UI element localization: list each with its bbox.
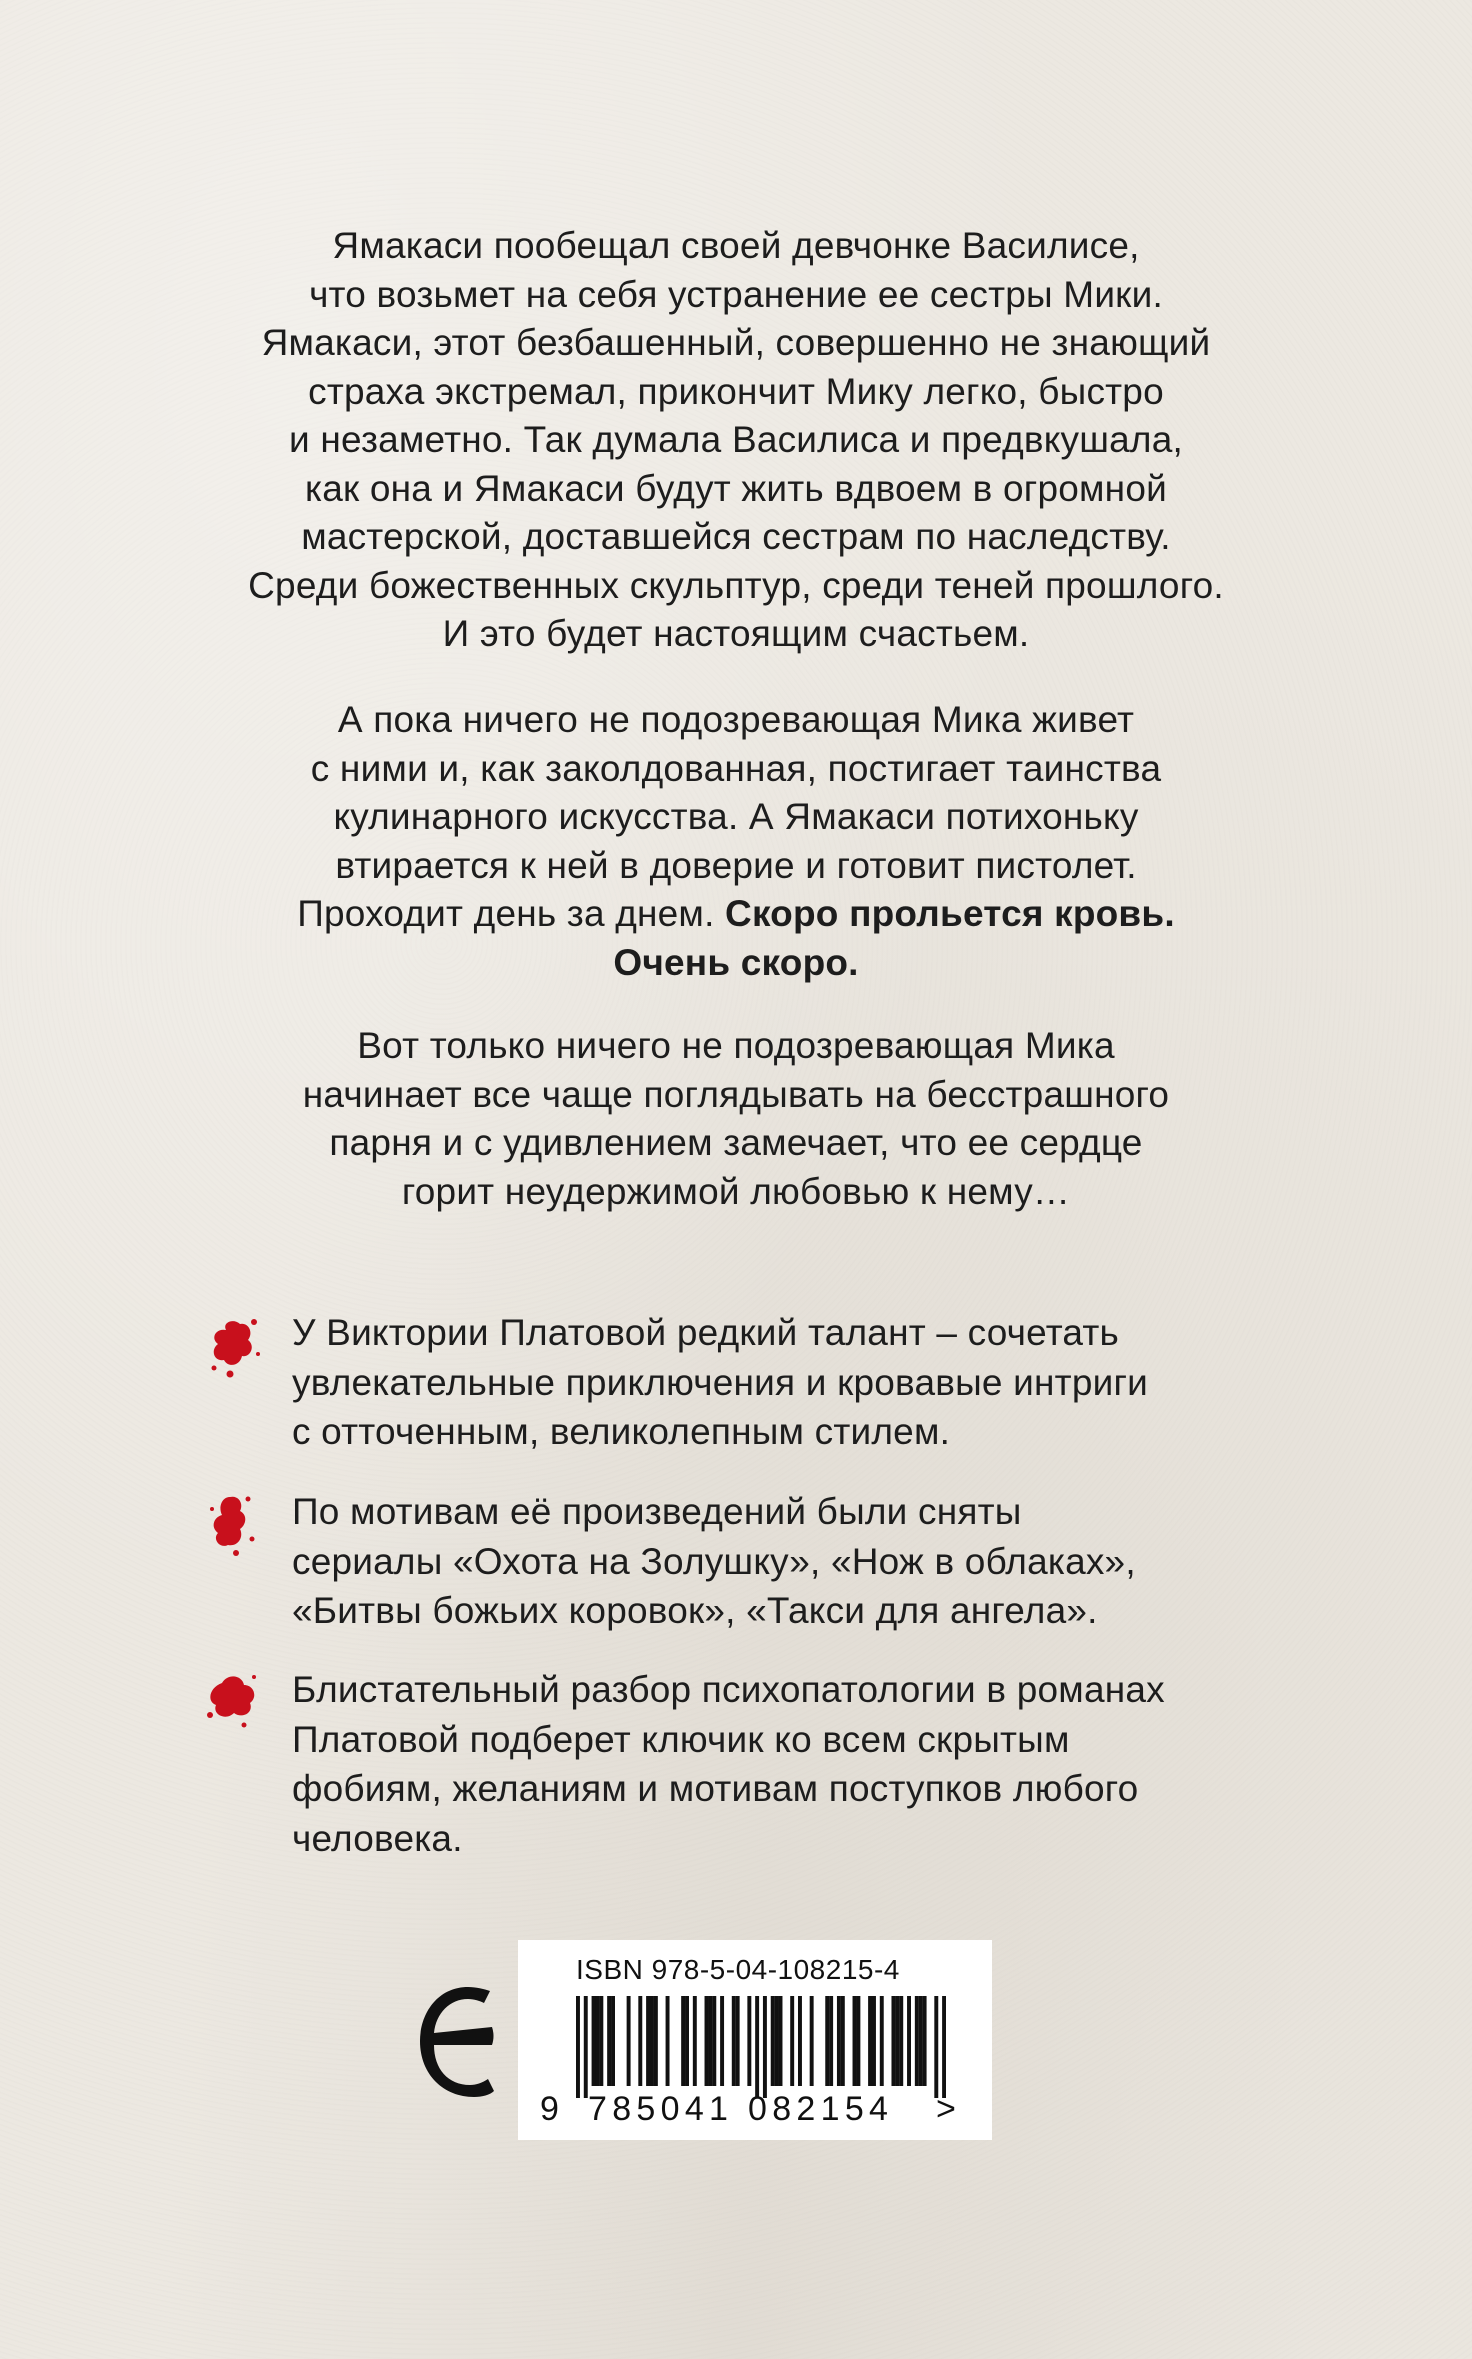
- blood-drop-icon: [204, 1310, 264, 1380]
- barcode-bar: [732, 1996, 736, 2086]
- barcode-bar: [705, 1996, 709, 2086]
- barcode-bar: [790, 1996, 794, 2086]
- blood-drop-icon: [204, 1489, 264, 1559]
- barcode-bar: [837, 1996, 841, 2086]
- barcode-bar: [592, 1996, 596, 2086]
- barcode-bar: [654, 1996, 658, 2086]
- barcode-bar: [907, 1996, 911, 2086]
- barcode-bar: [650, 1996, 654, 2086]
- feature-line: с отточенным, великолепным стилем.: [292, 1411, 951, 1452]
- barcode-bar: [685, 1996, 689, 2086]
- barcode-digits-right: 082154: [748, 2090, 894, 2128]
- barcode-digits-left: 785041: [588, 2090, 734, 2128]
- barcode-bar: [891, 1996, 895, 2086]
- blurb-line: и незаметно. Так думала Василиса и предвкушала,: [289, 419, 1183, 460]
- barcode-bar: [798, 1996, 802, 2086]
- blurb-paragraph-3: [150, 1022, 1322, 1216]
- blood-drop-icon: [204, 1667, 264, 1737]
- blurb-line: парня и с удивлением замечает, что ее сердце: [329, 1122, 1143, 1163]
- barcode-quiet-zone-mark: >: [936, 2090, 956, 2128]
- barcode-bar: [599, 1996, 603, 2086]
- barcode-bar: [853, 1996, 857, 2086]
- barcode-bar: [810, 1996, 814, 2086]
- barcode-bar: [919, 1996, 923, 2086]
- barcode-guard-bar: [576, 1996, 580, 2098]
- barcode-bar: [681, 1996, 685, 2086]
- feature-line: сериалы «Охота на Золушку», «Нож в облаках»,: [292, 1540, 1136, 1582]
- blurb-line: [150, 890, 1322, 939]
- barcode-bar: [771, 1996, 775, 2086]
- blurb-line: Ямакаси пообещал своей девчонке Василисе,: [332, 225, 1140, 266]
- barcode-bar: [899, 1996, 903, 2086]
- barcode-bar: [825, 1996, 829, 2086]
- barcode-bar: [829, 1996, 833, 2086]
- barcode-bar: [627, 1996, 631, 2086]
- blurb-line: Вот только ничего не подозревающая Мика: [357, 1025, 1115, 1066]
- barcode-guard-bar: [942, 1996, 946, 2098]
- barcode-bars: [576, 1996, 946, 2098]
- barcode-bar: [607, 1996, 611, 2086]
- barcode-bar: [736, 1996, 740, 2086]
- feature-line: фобиям, желаниям и мотивам поступков любого: [292, 1768, 1139, 1809]
- blurb-line: втирается к ней в доверие и готовит пистолет.: [335, 844, 1137, 886]
- feature-line: «Битвы божьих коровок», «Такси для ангела».: [292, 1590, 1098, 1631]
- barcode-bar: [775, 1996, 779, 2086]
- blurb-line: мастерской, доставшейся сестрам по наследству.: [301, 516, 1171, 557]
- feature-line: человека.: [292, 1817, 463, 1859]
- blurb-text: Проходит день за днем.: [297, 893, 726, 934]
- barcode-bar: [868, 1996, 872, 2086]
- blurb-line: Ямакаси, этот безбашенный, совершенно не знающий: [261, 322, 1211, 363]
- blurb-paragraph-2: [150, 696, 1322, 987]
- barcode-bar: [712, 1996, 716, 2086]
- feature-text: [292, 1665, 1372, 1863]
- barcode-bar: [779, 1996, 783, 2086]
- blurb-line: что возьмет на себя устранение ее сестры Мики.: [309, 273, 1163, 315]
- barcode-bar: [595, 1996, 599, 2086]
- feature-line: Блистательный разбор психопатологии в романах: [292, 1669, 1165, 1710]
- blurb-line: А пока ничего не подозревающая Мика живет: [337, 699, 1135, 740]
- barcode-digit-first: 9: [540, 2090, 559, 2128]
- blurb-emphasis: Очень скоро.: [613, 941, 859, 983]
- blurb-line: Среди божественных скульптур, среди теней прошлого.: [248, 564, 1224, 606]
- barcode-bar: [666, 1996, 670, 2086]
- barcode-bar: [915, 1996, 919, 2086]
- barcode-bar: [611, 1996, 615, 2086]
- blurb-line: И это будет настоящим счастьем.: [442, 613, 1030, 654]
- barcode-bar: [638, 1996, 642, 2086]
- barcode-bar: [646, 1996, 650, 2086]
- barcode-guard-bar: [934, 1996, 938, 2098]
- blurb-line: начинает все чаще поглядывать на бесстрашного: [302, 1073, 1170, 1115]
- blurb-emphasis: Скоро прольется кровь.: [725, 893, 1175, 934]
- barcode-bar: [841, 1996, 845, 2086]
- feature-text: [292, 1487, 1372, 1636]
- blurb-line: страха экстремал, прикончит Мику легко, быстро: [308, 370, 1164, 412]
- blurb-line: горит неудержимой любовью к нему…: [401, 1170, 1071, 1212]
- feature-line: У Виктории Платовой редкий талант – сочетать: [292, 1312, 1120, 1353]
- barcode-bar: [693, 1996, 697, 2086]
- blurb-line: кулинарного искусства. А Ямакаси потихоньку: [333, 796, 1139, 837]
- barcode-bar: [895, 1996, 899, 2086]
- barcode-bar: [747, 1996, 751, 2086]
- feature-line: увлекательные приключения и кровавые интриги: [292, 1361, 1149, 1403]
- blurb-line: как она и Ямакаси будут жить вдвоем в огромной: [305, 467, 1167, 509]
- blurb-paragraph-1: [150, 222, 1322, 659]
- eksmo-logo-icon: [418, 1983, 496, 2101]
- barcode-guard-bar: [584, 1996, 588, 2098]
- blurb-line: [150, 939, 1322, 988]
- barcode-digits: [540, 2090, 980, 2130]
- feature-line: По мотивам её произведений были сняты: [292, 1491, 1022, 1532]
- barcode-bar: [923, 1996, 927, 2086]
- feature-line: Платовой подберет ключик ко всем скрытым: [292, 1718, 1070, 1760]
- barcode-bar: [720, 1996, 724, 2086]
- blurb-line: с ними и, как заколдованная, постигает таинства: [310, 747, 1162, 789]
- barcode-bar: [880, 1996, 884, 2086]
- barcode-bar: [708, 1996, 712, 2086]
- barcode-bar: [856, 1996, 860, 2086]
- barcode-bar: [872, 1996, 876, 2086]
- barcode-guard-bar: [763, 1996, 767, 2098]
- feature-text: [292, 1308, 1372, 1457]
- barcode-guard-bar: [755, 1996, 759, 2098]
- isbn-label: ISBN 978-5-04-108215-4: [576, 1954, 900, 1985]
- isbn-barcode: [518, 1940, 992, 2140]
